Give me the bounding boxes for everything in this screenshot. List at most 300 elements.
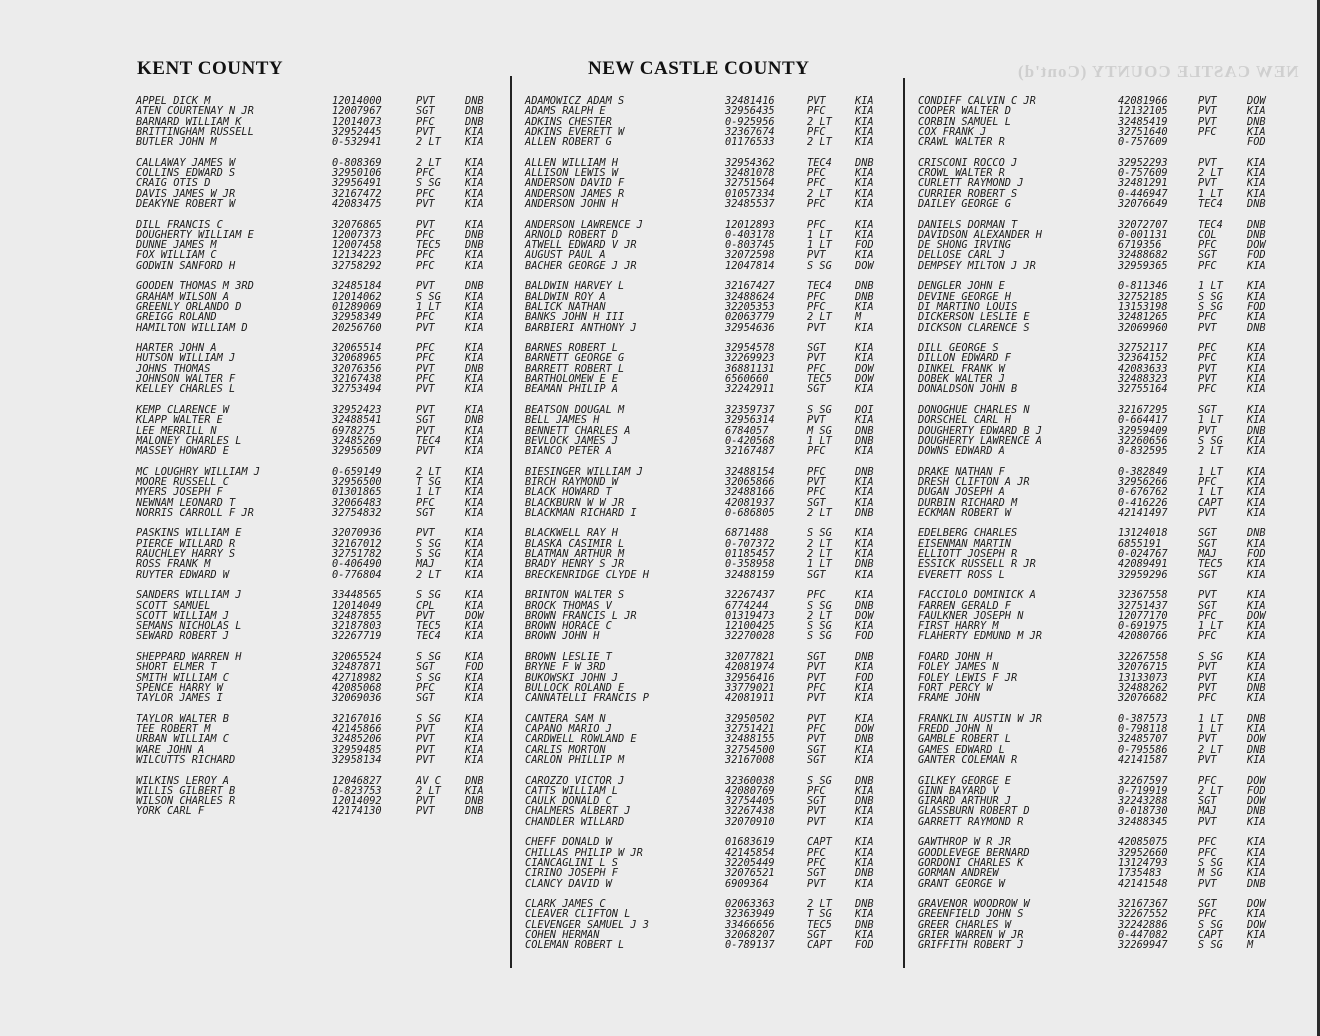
status: DOW xyxy=(855,259,874,272)
name: BALDWIN ROY A xyxy=(525,290,606,303)
status: KIA xyxy=(1247,475,1266,488)
status: KIA xyxy=(1247,929,1266,942)
status: FOD xyxy=(855,671,874,684)
serial-number: 0-406490 xyxy=(332,558,382,571)
rank: PVT xyxy=(807,95,826,107)
name: FAULKNER JOSEPH N xyxy=(918,609,1024,622)
rank: SGT xyxy=(1198,599,1217,612)
status: KIA xyxy=(1247,486,1266,499)
name: BLACKBURN W W JR xyxy=(525,496,625,509)
rank: 1 LT xyxy=(807,239,832,252)
name: GOODEN THOMAS M 3RD xyxy=(136,280,254,293)
rank: PFC xyxy=(416,681,435,694)
rank: PFC xyxy=(807,856,826,869)
name: DICKSON CLARENCE S xyxy=(918,321,1030,334)
rank: 2 LT xyxy=(807,548,832,561)
rank: S SG xyxy=(416,290,441,303)
serial-number: 32076715 xyxy=(1118,661,1168,674)
serial-number: 32367558 xyxy=(1118,589,1168,602)
name: GREIGG ROLAND xyxy=(136,311,217,324)
rank: SGT xyxy=(1198,795,1217,808)
name: BALDWIN HARVEY L xyxy=(525,280,625,293)
serial-number: 32959409 xyxy=(1118,424,1168,437)
serial-number: 42081937 xyxy=(725,496,775,509)
status: KIA xyxy=(1247,558,1266,571)
rank: 2 LT xyxy=(1198,743,1223,756)
rank: PVT xyxy=(416,362,435,375)
status: KIA xyxy=(855,661,874,674)
status: KIA xyxy=(855,805,874,818)
rank: S SG xyxy=(416,712,441,725)
name: DOWNS EDWARD A xyxy=(918,445,1005,458)
rank: PFC xyxy=(416,496,435,509)
name: DEVINE GEORGE H xyxy=(918,290,1011,303)
status: DNB xyxy=(465,280,484,293)
status: DOW xyxy=(1247,898,1266,911)
serial-number: 0-832595 xyxy=(1118,445,1168,458)
status: KIA xyxy=(1247,908,1266,921)
status: FOD xyxy=(1247,784,1266,797)
serial-number: 32167016 xyxy=(332,712,382,725)
name: GILKEY GEORGE E xyxy=(918,774,1011,787)
rank: 1 LT xyxy=(416,486,441,499)
bleed-through-heading: NEW CASTLE COUNTY (Cont'd) xyxy=(1017,62,1299,81)
name: ARNOLD ROBERT D xyxy=(525,228,618,241)
rank: 2 LT xyxy=(416,136,441,149)
name: FORT PERCY W xyxy=(918,681,993,694)
status: KIA xyxy=(465,743,484,756)
serial-number: 32072598 xyxy=(725,249,775,262)
serial-number: 32488262 xyxy=(1118,681,1168,694)
rank: PVT xyxy=(807,249,826,262)
status: KIA xyxy=(1247,156,1266,169)
name: EDELBERG CHARLES xyxy=(918,527,1018,540)
status: DNB xyxy=(855,867,874,880)
status: KIA xyxy=(1247,620,1266,633)
status: KIA xyxy=(855,321,874,334)
serial-number: 0-676762 xyxy=(1118,486,1168,499)
serial-number: 32753494 xyxy=(332,383,382,396)
status: KIA xyxy=(465,671,484,684)
name: WILSON CHARLES R xyxy=(136,795,236,808)
name: DANIELS DORMAN T xyxy=(918,218,1018,231)
status: DNB xyxy=(1247,115,1266,128)
name: AUGUST PAUL A xyxy=(525,249,606,262)
serial-number: 32959296 xyxy=(1118,568,1168,581)
rank: TEC5 xyxy=(1198,558,1223,571)
rank: 1 LT xyxy=(1198,414,1223,427)
status: KIA xyxy=(855,228,874,241)
status: KIA xyxy=(1247,754,1266,766)
rank: PVT xyxy=(1198,815,1217,828)
rank: 2 LT xyxy=(807,537,832,550)
rank: S SG xyxy=(1198,434,1223,447)
serial-number: 32758292 xyxy=(332,259,382,272)
rank: PVT xyxy=(1198,177,1217,190)
serial-number: 0-382849 xyxy=(1118,465,1168,478)
status: KIA xyxy=(855,743,874,756)
serial-number: 13124018 xyxy=(1118,527,1168,540)
serial-number: 32364152 xyxy=(1118,352,1168,365)
serial-number: 32751640 xyxy=(1118,125,1168,138)
rank: PFC xyxy=(1198,774,1217,787)
rank: 2 LT xyxy=(807,136,832,149)
serial-number: 32167438 xyxy=(332,373,382,386)
serial-number: 32488323 xyxy=(1118,373,1168,386)
status: DNB xyxy=(855,795,874,808)
name: DORSCHEL CARL H xyxy=(918,414,1011,427)
name: ADKINS CHESTER xyxy=(525,115,612,128)
name: HUTSON WILLIAM J xyxy=(136,352,236,365)
serial-number: 32267438 xyxy=(725,805,775,818)
name: GRIER WARREN W JR xyxy=(918,929,1024,942)
rank: PFC xyxy=(416,373,435,386)
rank: PFC xyxy=(1198,239,1217,252)
rank: PVT xyxy=(416,795,435,808)
rank: PFC xyxy=(416,259,435,272)
serial-number: 6855191 xyxy=(1118,537,1162,550)
rank: PFC xyxy=(1198,908,1217,921)
status: KIA xyxy=(465,167,484,180)
serial-number: 32487871 xyxy=(332,661,382,674)
rank: PFC xyxy=(416,311,435,324)
serial-number: 32751437 xyxy=(1118,599,1168,612)
rank: PVT xyxy=(807,733,826,746)
rank: PFC xyxy=(416,115,435,128)
rank: S SG xyxy=(1198,651,1223,664)
rank: SGT xyxy=(807,743,826,756)
status: KIA xyxy=(855,300,874,313)
status: KIA xyxy=(1247,815,1266,828)
rank: PVT xyxy=(807,475,826,488)
rank: PFC xyxy=(807,125,826,138)
name: TAYLOR WALTER B xyxy=(136,712,229,725)
status: KIA xyxy=(1247,125,1266,138)
name: DUGAN JOSEPH A xyxy=(918,486,1005,499)
serial-number: 01289069 xyxy=(332,300,382,313)
status: KIA xyxy=(855,197,874,210)
status: FOD xyxy=(1247,300,1266,313)
status: KIA xyxy=(465,712,484,725)
serial-number: 0-532941 xyxy=(332,136,382,149)
serial-number: 6909364 xyxy=(725,877,769,890)
serial-number: 42080769 xyxy=(725,784,775,797)
status: FOD xyxy=(855,630,874,643)
rank: PFC xyxy=(1198,383,1217,396)
serial-number: 12007373 xyxy=(332,228,382,241)
name: WILLIS GILBERT B xyxy=(136,784,236,797)
name: EISENMAN MARTIN xyxy=(918,537,1011,550)
status: KIA xyxy=(1247,599,1266,612)
status: FOD xyxy=(1247,249,1266,262)
status: KIA xyxy=(465,342,484,355)
status: KIA xyxy=(855,836,874,849)
serial-number: 32167427 xyxy=(725,280,775,293)
status: KIA xyxy=(465,300,484,313)
rank: S SG xyxy=(1198,939,1223,952)
status: KIA xyxy=(1247,630,1266,643)
status: KIA xyxy=(855,846,874,859)
rank: PFC xyxy=(416,352,435,365)
rank: 2 LT xyxy=(807,115,832,128)
status: KIA xyxy=(855,475,874,488)
serial-number: 32066483 xyxy=(332,496,382,509)
rank: SGT xyxy=(807,754,826,766)
rank: S SG xyxy=(807,259,832,272)
serial-number: 32950502 xyxy=(725,712,775,725)
serial-number: 12132105 xyxy=(1118,105,1168,118)
status: KIA xyxy=(855,105,874,118)
status: DOW xyxy=(1247,774,1266,787)
status: KIA xyxy=(465,537,484,550)
name: DRAKE NATHAN F xyxy=(918,465,1005,478)
rank: PFC xyxy=(1198,692,1217,705)
name: CAULK DONALD C xyxy=(525,795,612,808)
serial-number: 32485184 xyxy=(332,280,382,293)
name: DOUGHERTY WILLIAM E xyxy=(136,228,254,241)
rank: M SG xyxy=(807,424,832,437)
name: BARNETT GEORGE G xyxy=(525,352,625,365)
status: KIA xyxy=(465,651,484,664)
name: BARTHOLOMEW E E xyxy=(525,373,618,386)
serial-number: 32205449 xyxy=(725,856,775,869)
serial-number: 32167008 xyxy=(725,754,775,766)
status: DNB xyxy=(1247,321,1266,334)
name: DOBEK WALTER J xyxy=(918,373,1005,386)
serial-number: 0-387573 xyxy=(1118,712,1168,725)
rank: 1 LT xyxy=(1198,712,1223,725)
serial-number: 02063779 xyxy=(725,311,775,324)
serial-number: 32367674 xyxy=(725,125,775,138)
serial-number: 32956266 xyxy=(1118,475,1168,488)
rank: PVT xyxy=(1198,681,1217,694)
rank: SGT xyxy=(1198,568,1217,581)
rank: S SG xyxy=(807,403,832,416)
serial-number: 32954362 xyxy=(725,156,775,169)
name: HARTER JOHN A xyxy=(136,342,217,355)
name: CRAWL WALTER R xyxy=(918,136,1005,149)
status: KIA xyxy=(465,465,484,478)
serial-number: 32481265 xyxy=(1118,311,1168,324)
serial-number: 0-811346 xyxy=(1118,280,1168,293)
status: DNB xyxy=(465,774,484,787)
status: KIA xyxy=(855,537,874,550)
status: KIA xyxy=(1247,568,1266,581)
name: GREER CHARLES W xyxy=(918,918,1011,931)
rank: SGT xyxy=(1198,537,1217,550)
rank: PFC xyxy=(1198,125,1217,138)
rank: PFC xyxy=(807,197,826,210)
serial-number: 42080766 xyxy=(1118,630,1168,643)
name: DINKEL FRANK W xyxy=(918,362,1005,375)
name: SMITH WILLIAM C xyxy=(136,671,229,684)
name: GAWTHROP W R JR xyxy=(918,836,1011,849)
name: DI MARTINO LOUIS xyxy=(918,300,1018,313)
serial-number: 42089491 xyxy=(1118,558,1168,571)
name: BEATSON DOUGAL M xyxy=(525,403,625,416)
serial-number: 32267558 xyxy=(1118,651,1168,664)
serial-number: 6871488 xyxy=(725,527,769,540)
status: KIA xyxy=(855,486,874,499)
serial-number: 32269947 xyxy=(1118,939,1168,952)
serial-number: 32752117 xyxy=(1118,342,1168,355)
rank: PFC xyxy=(1198,630,1217,643)
status: DOW xyxy=(1247,795,1266,808)
name: FACCIOLO DOMINICK A xyxy=(918,589,1036,602)
name: GODWIN SANFORD H xyxy=(136,259,236,272)
rank: PFC xyxy=(1198,352,1217,365)
serial-number: 32167367 xyxy=(1118,898,1168,911)
name: GRIFFITH ROBERT J xyxy=(918,939,1024,952)
serial-number: 32488682 xyxy=(1118,249,1168,262)
rank: PVT xyxy=(1198,424,1217,437)
serial-number: 32956509 xyxy=(332,445,382,458)
status: KIA xyxy=(1247,692,1266,705)
status: KIA xyxy=(465,434,484,447)
serial-number: 0-925956 xyxy=(725,115,775,128)
rank: MAJ xyxy=(1198,805,1217,818)
name: CAPANO MARIO J xyxy=(525,723,612,736)
rank: PFC xyxy=(807,290,826,303)
name: RAUCHLEY HARRY S xyxy=(136,548,236,561)
name: SPENCE HARRY W xyxy=(136,681,223,694)
rank: PVT xyxy=(1198,373,1217,386)
rank: PFC xyxy=(416,187,435,200)
status: KIA xyxy=(855,125,874,138)
serial-number: 0-757609 xyxy=(1118,167,1168,180)
name: COLEMAN ROBERT L xyxy=(525,939,625,952)
rank: PVT xyxy=(416,95,435,107)
serial-number: 02063363 xyxy=(725,898,775,911)
serial-number: 1735483 xyxy=(1118,867,1162,880)
rank: SGT xyxy=(416,506,435,519)
name: ESSICK RUSSELL R JR xyxy=(918,558,1036,571)
rank: 1 LT xyxy=(1198,280,1223,293)
name: FOX WILLIAM C xyxy=(136,249,217,262)
serial-number: 01683619 xyxy=(725,836,775,849)
rank: SGT xyxy=(1198,249,1217,262)
rank: S SG xyxy=(807,630,832,643)
rank: TEC5 xyxy=(416,620,441,633)
name: CLANCY DAVID W xyxy=(525,877,612,890)
status: KIA xyxy=(855,177,874,190)
name: BLASKA CASIMIR L xyxy=(525,537,625,550)
serial-number: 32751782 xyxy=(332,548,382,561)
serial-number: 12046827 xyxy=(332,774,382,787)
serial-number: 32243288 xyxy=(1118,795,1168,808)
rank: AV C xyxy=(416,774,441,787)
status: KIA xyxy=(465,373,484,386)
rank: TEC5 xyxy=(416,239,441,252)
serial-number: 32076356 xyxy=(332,362,382,375)
rank: PFC xyxy=(1198,836,1217,849)
rank: S SG xyxy=(1198,290,1223,303)
name: COHEN HERMAN xyxy=(525,929,600,942)
status: KIA xyxy=(1247,342,1266,355)
name: MYERS JOSEPH F xyxy=(136,486,223,499)
rank: PVT xyxy=(1198,733,1217,746)
name: GAMBLE ROBERT L xyxy=(918,733,1011,746)
name: BRITTINGHAM RUSSELL xyxy=(136,125,254,138)
name: BANKS JOHN H III xyxy=(525,311,625,324)
serial-number: 0-803745 xyxy=(725,239,775,252)
name: BIANCO PETER A xyxy=(525,445,612,458)
name: DICKERSON LESLIE E xyxy=(918,311,1030,324)
serial-number: 0-659149 xyxy=(332,465,382,478)
serial-number: 32485206 xyxy=(332,733,382,746)
serial-number: 0-823753 xyxy=(332,784,382,797)
status: FOD xyxy=(855,939,874,952)
rank: PVT xyxy=(1198,321,1217,334)
status: KIA xyxy=(465,475,484,488)
status: KIA xyxy=(465,403,484,416)
name: DURBIN RICHARD M xyxy=(918,496,1018,509)
serial-number: 32077821 xyxy=(725,651,775,664)
serial-number: 42083633 xyxy=(1118,362,1168,375)
name: MALONEY CHARLES L xyxy=(136,434,242,447)
status: KIA xyxy=(465,445,484,458)
name: DEMPSEY MILTON J JR xyxy=(918,259,1036,272)
serial-number: 32076521 xyxy=(725,867,775,880)
serial-number: 12014049 xyxy=(332,599,382,612)
name: APPEL DICK M xyxy=(136,95,211,107)
name: BRINTON WALTER S xyxy=(525,589,625,602)
status: KIA xyxy=(855,681,874,694)
status: DNB xyxy=(855,434,874,447)
serial-number: 32485707 xyxy=(1118,733,1168,746)
serial-number: 32205353 xyxy=(725,300,775,313)
rank: 2 LT xyxy=(416,156,441,169)
serial-number: 32069036 xyxy=(332,692,382,705)
rank: PVT xyxy=(416,424,435,437)
rank: S SG xyxy=(807,774,832,787)
status: M xyxy=(855,311,862,324)
name: KEMP CLARENCE W xyxy=(136,403,229,416)
serial-number: 42145866 xyxy=(332,723,382,736)
serial-number: 32065524 xyxy=(332,651,382,664)
rank: SGT xyxy=(807,383,826,396)
serial-number: 32072707 xyxy=(1118,218,1168,231)
name: BARRETT ROBERT L xyxy=(525,362,625,375)
status: KIA xyxy=(465,486,484,499)
serial-number: 32270028 xyxy=(725,630,775,643)
status: KIA xyxy=(1247,589,1266,602)
serial-number: 32070910 xyxy=(725,815,775,828)
name: EVERETT ROSS L xyxy=(918,568,1005,581)
rank: PFC xyxy=(807,784,826,797)
serial-number: 0-691975 xyxy=(1118,620,1168,633)
status: KIA xyxy=(1247,537,1266,550)
serial-number: 32076865 xyxy=(332,218,382,231)
name: WILKINS LEROY A xyxy=(136,774,229,787)
name: CHILLAS PHILIP W JR xyxy=(525,846,643,859)
column-divider-left xyxy=(510,76,512,968)
name: GREENFIELD JOHN S xyxy=(918,908,1024,921)
name: CLARK JAMES C xyxy=(525,898,606,911)
serial-number: 32069960 xyxy=(1118,321,1168,334)
status: DNB xyxy=(1247,527,1266,540)
name: DILLON EDWARD F xyxy=(918,352,1011,365)
rank: T SG xyxy=(416,475,441,488)
status: DNB xyxy=(1247,228,1266,241)
serial-number: 13124793 xyxy=(1118,856,1168,869)
rank: TEC4 xyxy=(1198,218,1223,231)
status: KIA xyxy=(1247,403,1266,416)
serial-number: 32242886 xyxy=(1118,918,1168,931)
rank: PVT xyxy=(1198,362,1217,375)
status: KIA xyxy=(1247,867,1266,880)
serial-number: 0-719919 xyxy=(1118,784,1168,797)
